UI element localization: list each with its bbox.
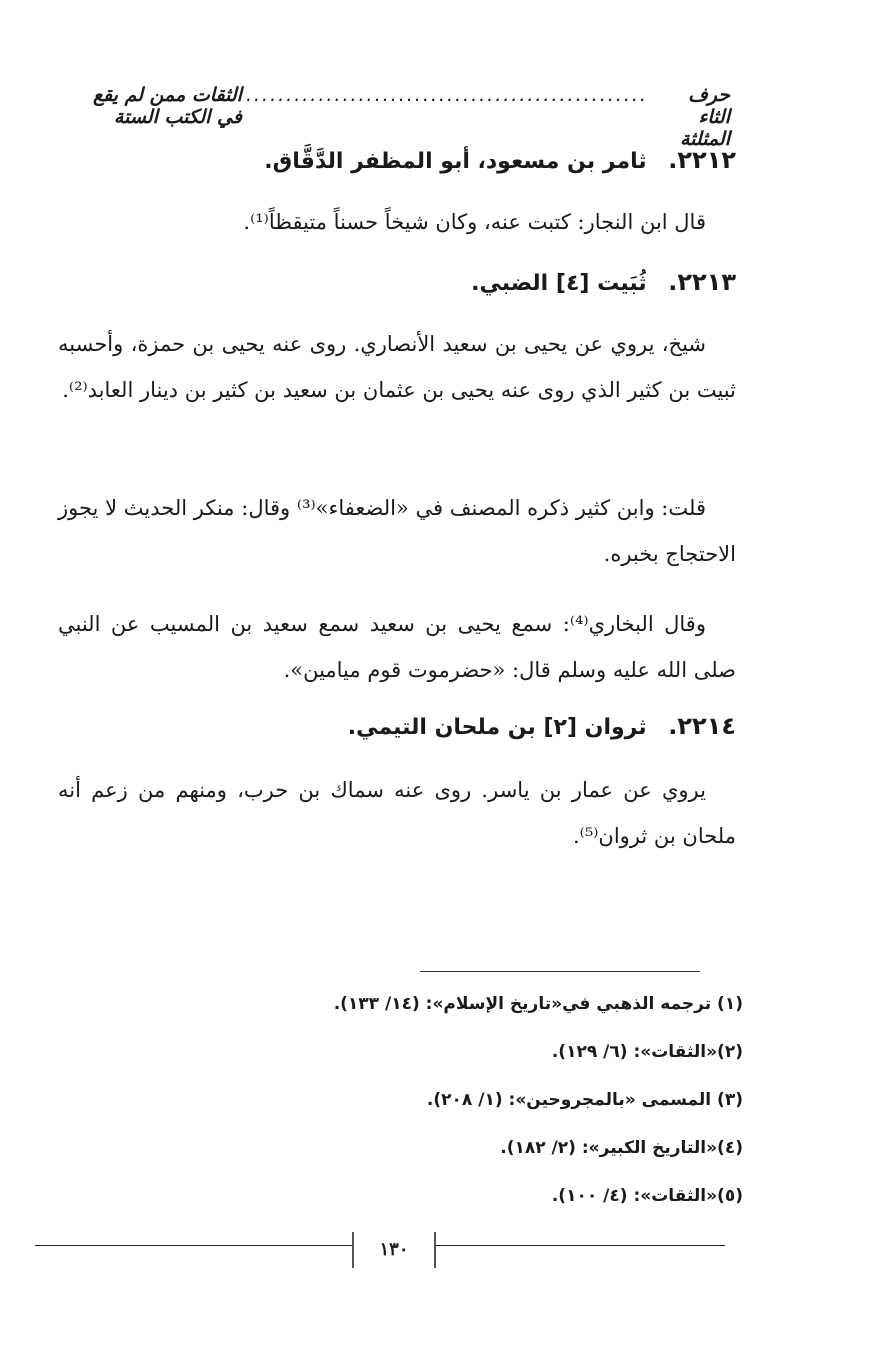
entry-number: ٢٢١٣. (668, 268, 736, 296)
entry-paragraph: يروي عن عمار بن ياسر. روى عنه سماك بن حرب، ومنهم من زعم أنه ملحان بن ثروان⁽⁵⁾. (58, 778, 736, 848)
footnote-1: (١) ترجمه الذهبي في«تاريخ الإسلام»: (١٤/ ١٣٣). (333, 994, 743, 1014)
footnote-separator (420, 971, 700, 972)
entry-number: ٢٢١٢. (668, 146, 736, 174)
footnote-5: (٥)«الثقات»: (٤/ ١٠٠). (551, 1186, 743, 1206)
entry-title-2214 (348, 712, 736, 740)
running-header (80, 84, 730, 150)
footnotes (243, 985, 743, 1225)
entry-paragraph: قال ابن النجار: كتبت عنه، وكان شيخاً حسناً متيقظاً⁽¹⁾. (243, 210, 706, 234)
footnote-4: (٤)«التاريخ الكبير»: (٢/ ١٨٢). (500, 1138, 743, 1158)
footnote-3: (٣) المسمى «بالمجروحين»: (١/ ٢٠٨). (426, 1090, 743, 1110)
header-dots: .................................................. (245, 84, 648, 106)
entry-name: ثُبَيت [٤] الضبي. (471, 271, 647, 296)
page-number: ١٣٠ (352, 1232, 436, 1268)
entry-name: ثروان [٢] بن ملحان التيمي. (347, 715, 647, 740)
entry-title-2213 (471, 268, 736, 296)
entry-name: ثامر بن مسعود، أبو المظفر الدَّقَّاق. (264, 149, 647, 174)
entry-paragraph: شيخ، يروي عن يحيى بن سعيد الأنصاري. روى عنه يحيى بن حمزة، وأحسبه ثبيت بن كثير الذي روى عنه يحيى بن عثمان بن سعيد بن كثير بن دينار العابد⁽²⁾. (58, 332, 736, 402)
header-chapter: حرف الثاء المثلثة (680, 84, 730, 150)
entry-paragraph: قلت: وابن كثير ذكره المصنف في «الضعفاء»⁽³⁾ وقال: منكر الحديث لا يجوز الاحتجاج بخبره. (58, 496, 736, 566)
entry-number: ٢٢١٤. (668, 712, 736, 740)
header-book-title: الثقات ممن لم يقع في الكتب الستة (92, 84, 242, 128)
entry-paragraph: وقال البخاري⁽⁴⁾: سمع يحيى بن سعيد سمع سعيد بن المسيب عن النبي صلى الله عليه وسلم قال: «حضرموت قوم ميامين». (58, 612, 736, 682)
footnote-2: (٢)«الثقات»: (٦/ ١٢٩). (551, 1042, 743, 1062)
entry-title-2212 (264, 146, 736, 174)
